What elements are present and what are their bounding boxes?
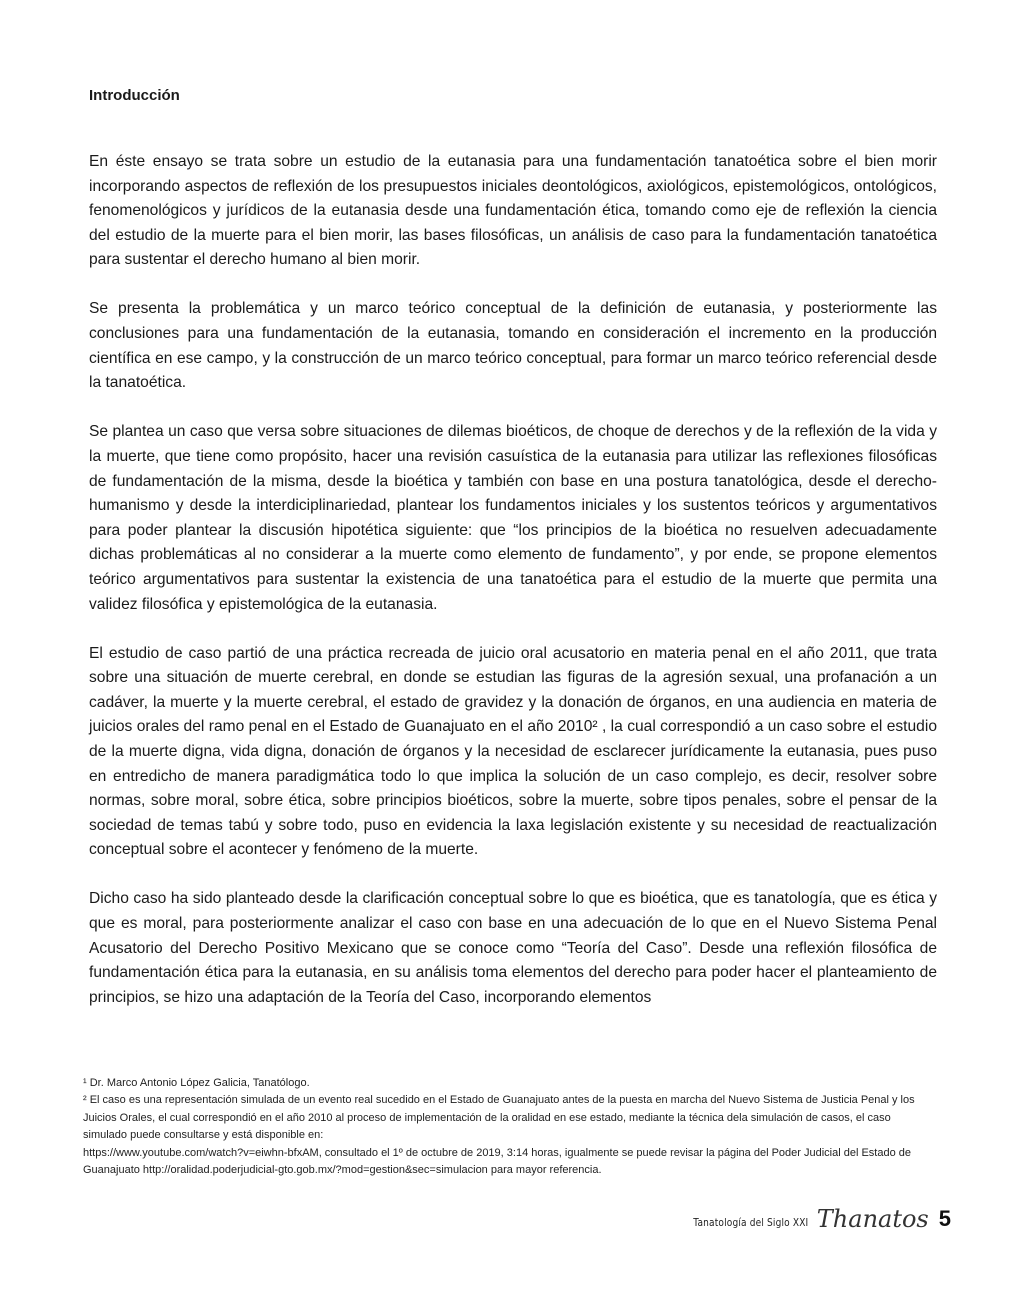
footnote-2-links: https://www.youtube.com/watch?v=eiwhn-bfxAM, consultado el 1º de octubre de 2019, 3:14 horas, igualmente se puede revisar la página del Poder Judicial del Estado de Guanajuato http://oralidad.poderjudicial-gto.gob.mx/?mod=gestion&sec=simulacion para mayor referencia. [83,1146,911,1177]
page-number: 5 [938,1206,951,1231]
journal-name: Tanatología del Siglo XXI [693,1216,809,1229]
article-body [89,86,937,1035]
paragraph-2: Se presenta la problemática y un marco teórico conceptual de la definición de eutanasia, y posteriormente las conclusiones para una fundamentación de la eutanasia, tomando en consideración el incremento en la producción científica en ese campo, y la construcción de un marco teórico conceptual, para formar un marco teórico referencial desde la tanatoética. [89,300,937,392]
footnotes [83,1075,935,1179]
footnote-1: ¹ Dr. Marco Antonio López Galicia, Tanatólogo. [83,1077,310,1089]
paragraph-5: Dicho caso ha sido planteado desde la clarificación conceptual sobre lo que es bioética, que es tanatología, que es ética y que es moral, para posteriormente analizar el caso con base en una adecuación de lo que en el Nuevo Sistema Penal Acusatorio del Derecho Positivo Mexicano que se conoce como “Teoría del Caso”. Desde una reflexión filosófica de fundamentación ética para la eutanasia, en su análisis toma elementos del derecho para poder hacer el planteamiento de principios, se hizo una adaptación de la Teoría del Caso, incorporando elementos [89,890,937,1006]
page-footer [668,1202,951,1232]
thanatos-logo: Thanatos [816,1205,929,1233]
footnote-2: ² El caso es una representación simulada de un evento real sucedido en el Estado de Guanajuato antes de la puesta en marcha del Nuevo Sistema de Justicia Penal y los Juicios Orales, el cual correspondió en el año 2010 al proceso de implementación de la oralidad en ese estado, mediante la técnica dela simulación de casos, el caso simulado puede consultarse y está disponible en: [83,1094,915,1142]
paragraph-1: En éste ensayo se trata sobre un estudio de la eutanasia para una fundamentación tanatoética sobre el bien morir incorporando aspectos de reflexión de los presupuestos iniciales deontológicos, axiológicos, epistemológicos, ontológicos, fenomenológicos y jurídicos de la eutanasia desde una fundamentación ética, tomando como eje de reflexión la ciencia del estudio de la muerte para el bien morir, las bases filosóficas, un análisis de caso para la fundamentación tanatoética para sustentar el derecho humano al bien morir. [89,153,937,269]
paragraph-3: Se plantea un caso que versa sobre situaciones de dilemas bioéticos, de choque de derechos y de la reflexión de la vida y la muerte, que tiene como propósito, hacer una revisión casuística de la eutanasia para utilizar las reflexiones filosóficas de fundamentación de la misma, desde la bioética y también con base en una postura tanatológica, desde el derecho-humanismo y desde la interdiciplinariedad, plantear los fundamentos iniciales y los sustentos teóricos y argumentativos para poder plantear la discusión hipotética siguiente: que “los principios de la bioética no resuelven adecuadamente dichas problemáticas al no considerar a la muerte como elemento de fundamento”, y por ende, se propone elementos teórico argumentativos para sustentar la existencia de una tanatoética para el estudio de la muerte que permita una validez filosófica y epistemológica de la eutanasia. [89,423,937,613]
paragraph-4: El estudio de caso partió de una práctica recreada de juicio oral acusatorio en materia penal en el año 2011, que trata sobre una situación de muerte cerebral, en donde se estudian las figuras de la agresión sexual, una profanación a un cadáver, la muerte y la muerte cerebral, el estado de gravidez y la donación de órganos, en una audiencia en materia de juicios orales del ramo penal en el Estado de Guanajuato en el año 2010² , la cual correspondió a un caso sobre el estudio de la muerte digna, vida digna, donación de órganos y la necesidad de esclarecer jurídicamente la eutanasia, pues puso en entredicho de manera paradigmática todo lo que implica la solución de un caso complejo, es decir, resolver sobre normas, sobre moral, sobre ética, sobre principios bioéticos, sobre la muerte, sobre tipos penales, sobre el pensar de la sociedad de temas tabú y sobre todo, puso en evidencia la laxa legislación existente y su necesidad de reactualización conceptual sobre el acontecer y fenómeno de la muerte. [89,644,937,859]
section-heading: Introducción [89,87,180,104]
